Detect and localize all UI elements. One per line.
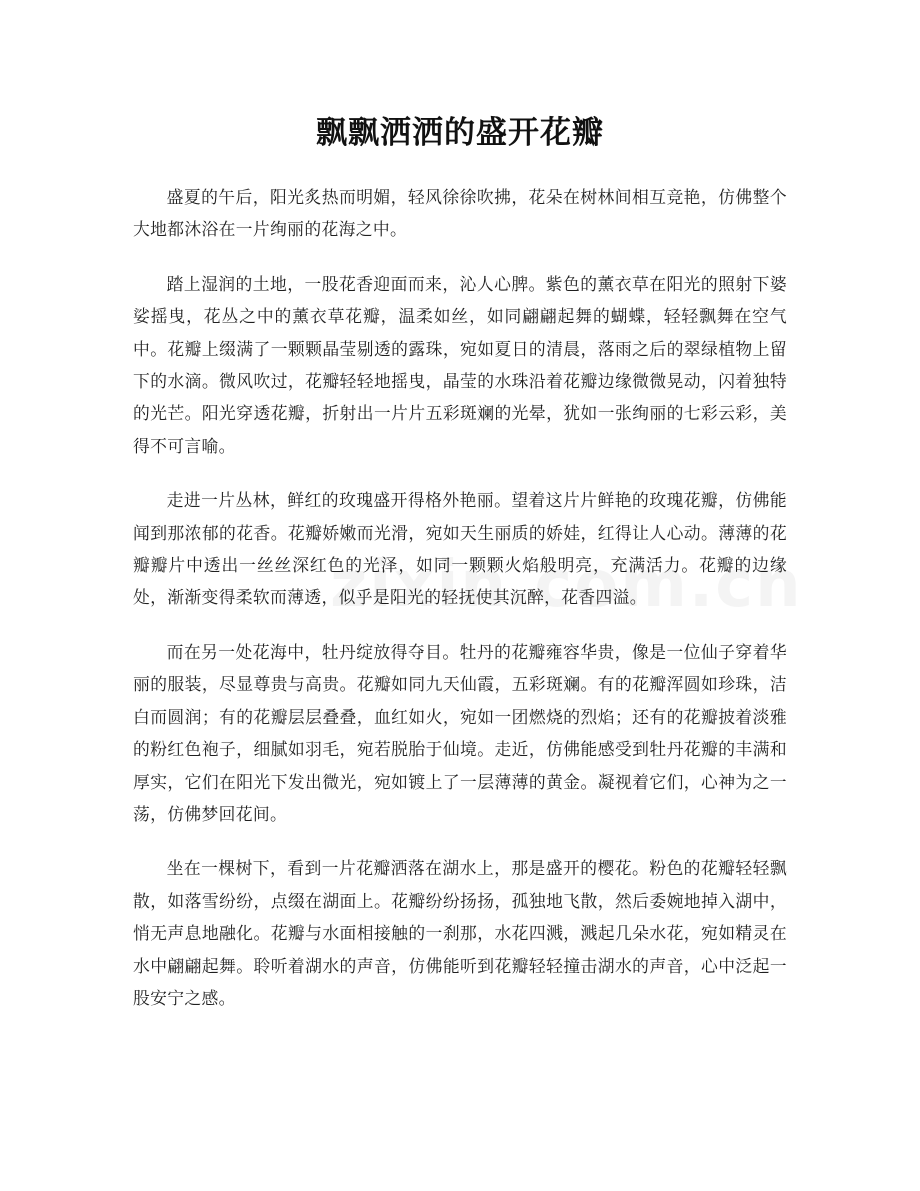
paragraph-1: 盛夏的午后，阳光炙热而明媚，轻风徐徐吹拂，花朵在树林间相互竞艳，仿佛整个大地都沐浴在一片绚丽的花海之中。 <box>133 187 787 240</box>
document-body <box>133 181 787 1036</box>
paragraph-2: 踏上湿润的土地，一股花香迎面而来，沁人心脾。紫色的薰衣草在阳光的照射下婆娑摇曳，花丛之中的薰衣草花瓣，温柔如丝，如同翩翩起舞的蝴蝶，轻轻飘舞在空气中。花瓣上缀满了一颗颗晶莹剔透的露珠，宛如夏日的清晨，落雨之后的翠绿植物上留下的水滴。微风吹过，花瓣轻轻地摇曳，晶莹的水珠沿着花瓣边缘微微晃动，闪着独特的光芒。阳光穿透花瓣，折射出一片片五彩斑斓的光晕，犹如一张绚丽的七彩云彩，美得不可言喻。 <box>133 273 787 456</box>
paragraph-3: 走进一片丛林，鲜红的玫瑰盛开得格外艳丽。望着这片片鲜艳的玫瑰花瓣，仿佛能闻到那浓郁的花香。花瓣娇嫩而光滑，宛如天生丽质的娇娃，红得让人心动。薄薄的花瓣瓣片中透出一丝丝深红色的光泽，如同一颗颗火焰般明亮，充满活力。花瓣的边缘处，渐渐变得柔软而薄透，似乎是阳光的轻抚使其沉醉，花香四溢。 <box>133 490 787 608</box>
paragraph-5: 坐在一棵树下，看到一片花瓣洒落在湖水上，那是盛开的樱花。粉色的花瓣轻轻飘散，如落雪纷纷，点缀在湖面上。花瓣纷纷扬扬，孤独地飞散，然后委婉地掉入湖中，悄无声息地融化。花瓣与水面相接触的一刹那，水花四溅，溅起几朵水花，宛如精灵在水中翩翩起舞。聆听着湖水的声音，仿佛能听到花瓣轻轻撞击湖水的声音，心中泛起一股安宁之感。 <box>133 858 787 1008</box>
paragraph-4: 而在另一处花海中，牡丹绽放得夺目。牡丹的花瓣雍容华贵，像是一位仙子穿着华丽的服装，尽显尊贵与高贵。花瓣如同九天仙霞，五彩斑斓。有的花瓣浑圆如珍珠，洁白而圆润；有的花瓣层层叠叠，血红如火，宛如一团燃烧的烈焰；还有的花瓣披着淡雅的粉红色袍子，细腻如羽毛，宛若脱胎于仙境。走近，仿佛能感受到牡丹花瓣的丰满和厚实，它们在阳光下发出微光，宛如镀上了一层薄薄的黄金。凝视着它们，心神为之一荡，仿佛梦回花间。 <box>133 641 787 824</box>
page-title: 飘飘洒洒的盛开花瓣 <box>316 115 604 151</box>
